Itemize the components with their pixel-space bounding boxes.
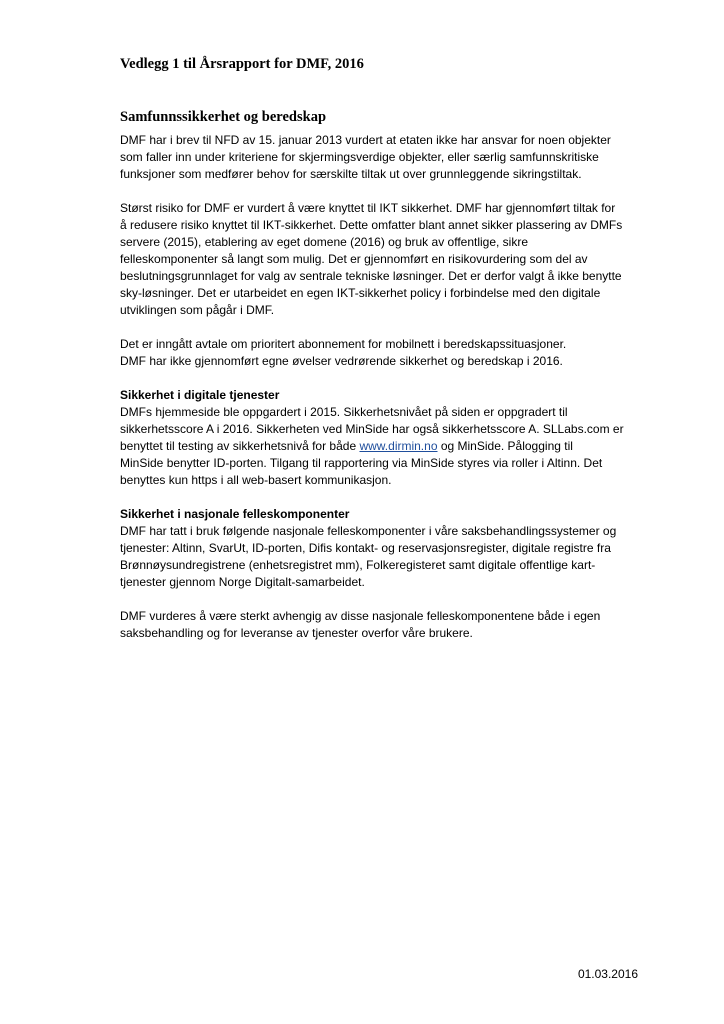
paragraph-ict-risk — [120, 200, 640, 319]
text-line: felleskomponenter så langt som mulig. Det er gjennomført en risikovurdering som del av — [120, 252, 588, 266]
text-line: DMF har tatt i bruk følgende nasjonale felleskomponenter i våre saksbehandlingssystemer og — [120, 524, 617, 538]
dirmin-link[interactable]: www.dirmin.no — [359, 439, 438, 453]
paragraph-responsibility — [120, 132, 640, 183]
text-fragment: og MinSide. Pålogging til — [437, 439, 573, 453]
text-line: å redusere risiko knyttet til IKT-sikkerhet. Dette omfatter blant annet sikker plassering av DMFs — [120, 218, 623, 232]
text-line: benyttes kun https i all web-basert kommunikasjon. — [120, 473, 392, 487]
text-fragment: benyttet til testing av sikkerhetsnivå for både — [120, 439, 360, 453]
text-line: sikkerhetsscore A i 2016. Sikkerheten ved MinSide har også sikkerhetsscore A. SLLabs.com er — [120, 422, 624, 436]
document-title: Vedlegg 1 til Årsrapport for DMF, 2016 — [120, 56, 364, 72]
text-line: beslutningsgrunnlaget for valg av sentrale tekniske løsninger. Det er derfor valgt å ikke benytte — [120, 269, 622, 283]
text-line: MinSide benytter ID-porten. Tilgang til rapportering via MinSide styres via roller i Altinn. Det — [120, 456, 603, 470]
text-line: DMF har i brev til NFD av 15. januar 2013 vurdert at etaten ikke har ansvar for noen objekter — [120, 133, 611, 147]
text-line: saksbehandling og for leveranse av tjenester overfor våre brukere. — [120, 626, 473, 640]
paragraph-digital-services — [120, 387, 640, 489]
subheading-national-components: Sikkerhet i nasjonale felleskomponenter — [120, 507, 350, 521]
text-line: DMF har ikke gjennomført egne øvelser vedrørende sikkerhet og beredskap i 2016. — [120, 354, 563, 368]
text-line: som faller inn under kriteriene for skjermingsverdige objekter, eller særlig samfunnskritiske — [120, 150, 599, 164]
text-line: funksjoner som medfører behov for særskilte tiltak ut over grunnleggende sikringstiltak. — [120, 167, 582, 181]
paragraph-national-components — [120, 506, 640, 591]
text-line: DMFs hjemmeside ble oppgardert i 2015. Sikkerhetsnivået på siden er oppgradert til — [120, 405, 568, 419]
text-line-with-link — [120, 438, 640, 455]
text-line: tjenester gjennom Norge Digitalt-samarbeidet. — [120, 575, 365, 589]
subheading-digital-services: Sikkerhet i digitale tjenester — [120, 388, 280, 402]
section-title: Samfunnssikkerhet og beredskap — [120, 109, 327, 125]
document-body — [120, 132, 640, 659]
text-line: servere (2015), etablering av eget domene (2016) og bruk av offentlige, sikre — [120, 235, 529, 249]
text-line: tjenester: Altinn, SvarUt, ID-porten, Difis kontakt- og reservasjonsregister, digitale registre fra — [120, 541, 611, 555]
text-line: Størst risiko for DMF er vurdert å være knyttet til IKT sikkerhet. DMF har gjennomført tiltak for — [120, 201, 616, 215]
paragraph-preparedness — [120, 336, 640, 370]
paragraph-dependency — [120, 608, 640, 642]
text-line: sky-løsninger. Det er utarbeidet en egen IKT-sikkerhet policy i forbindelse med den digitale — [120, 286, 601, 300]
text-line: Det er inngått avtale om prioritert abonnement for mobilnett i beredskapssituasjoner. — [120, 337, 567, 351]
text-line: utviklingen som pågår i DMF. — [120, 303, 275, 317]
text-line: DMF vurderes å være sterkt avhengig av disse nasjonale felleskomponentene både i egen — [120, 609, 601, 623]
footer-date: 01.03.2016 — [577, 967, 638, 981]
text-line: Brønnøysundregistrene (enhetsregistret mm), Folkeregisteret samt digitale offentlige kart- — [120, 558, 596, 572]
